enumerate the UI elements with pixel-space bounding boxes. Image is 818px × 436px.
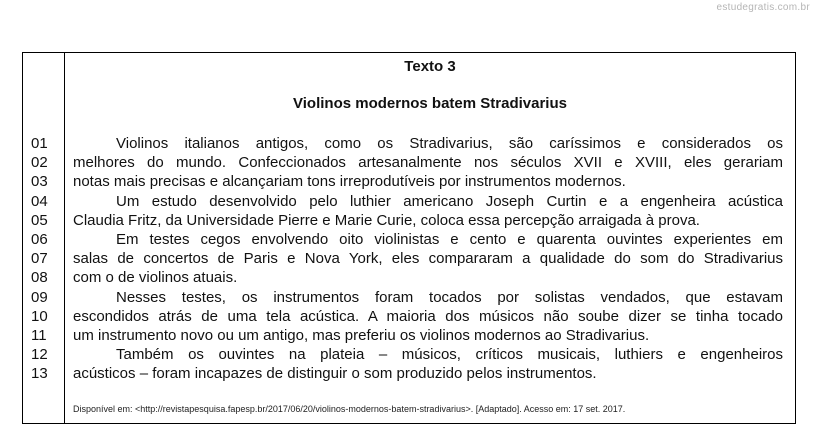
line-number-column: [31, 134, 55, 383]
source-citation: Disponível em: <http://revistapesquisa.fapesp.br/2017/06/20/violinos-modernos-batem-stradivarius>. [Adaptado]. Acesso em: 17 set. 2017.: [73, 404, 626, 414]
line-number: 02: [31, 154, 48, 172]
line-number: 10: [31, 307, 48, 325]
watermark: estudegratis.com.br: [716, 2, 810, 13]
text-title: Texto 3: [404, 58, 456, 75]
line-number: 06: [31, 230, 48, 248]
text-line: escondidos atrás de uma tela acústica. A maioria dos músicos não soube dizer se tinha tocado: [73, 307, 783, 325]
article-body: [73, 134, 783, 383]
line-number: 04: [31, 192, 48, 210]
line-number: 08: [31, 269, 48, 287]
text-line: Violinos italianos antigos, como os Stradivarius, são caríssimos e considerados os: [116, 135, 783, 152]
text-line: Claudia Fritz, da Universidade Pierre e Marie Curie, coloca essa percepção arraigada à prova.: [73, 211, 700, 229]
article-headline: Violinos modernos batem Stradivarius: [293, 95, 567, 112]
text-line: Nesses testes, os instrumentos foram tocados por solistas vendados, que estavam: [116, 288, 783, 306]
text-line: Um estudo desenvolvido pelo luthier americano Joseph Curtin e a engenheira acústica: [116, 192, 783, 210]
line-number: 11: [31, 326, 47, 344]
text-line: acústicos – foram incapazes de distinguir o som produzido pelos instrumentos.: [73, 365, 597, 383]
line-number: 03: [31, 173, 48, 191]
text-line: Em testes cegos envolvendo oito violinistas e cento e quarenta ouvintes experientes em: [116, 230, 783, 248]
text-line: Também os ouvintes na plateia – músicos, críticos musicais, luthiers e engenheiros: [116, 346, 783, 364]
line-number: 05: [31, 211, 48, 229]
line-number: 13: [31, 365, 48, 383]
text-line: notas mais precisas e alcançariam tons irreprodutíveis por instrumentos modernos.: [73, 173, 626, 191]
line-number: 12: [31, 346, 48, 364]
text-line: salas de concertos de Paris e Nova York, eles compararam a qualidade do som do Stradivarius: [73, 250, 783, 268]
frame-bottom-border: [22, 423, 796, 424]
text-line: um instrumento novo ou um antigo, mas preferiu os violinos modernos ao Stradivarius.: [73, 326, 650, 344]
line-number: 01: [31, 135, 48, 152]
line-number: 07: [31, 250, 48, 268]
text-line: com o de violinos atuais.: [73, 269, 238, 287]
line-number: 09: [31, 288, 48, 306]
text-line: melhores do mundo. Confeccionados artesanalmente nos séculos XVII e XVIII, eles gerariam: [73, 154, 783, 172]
